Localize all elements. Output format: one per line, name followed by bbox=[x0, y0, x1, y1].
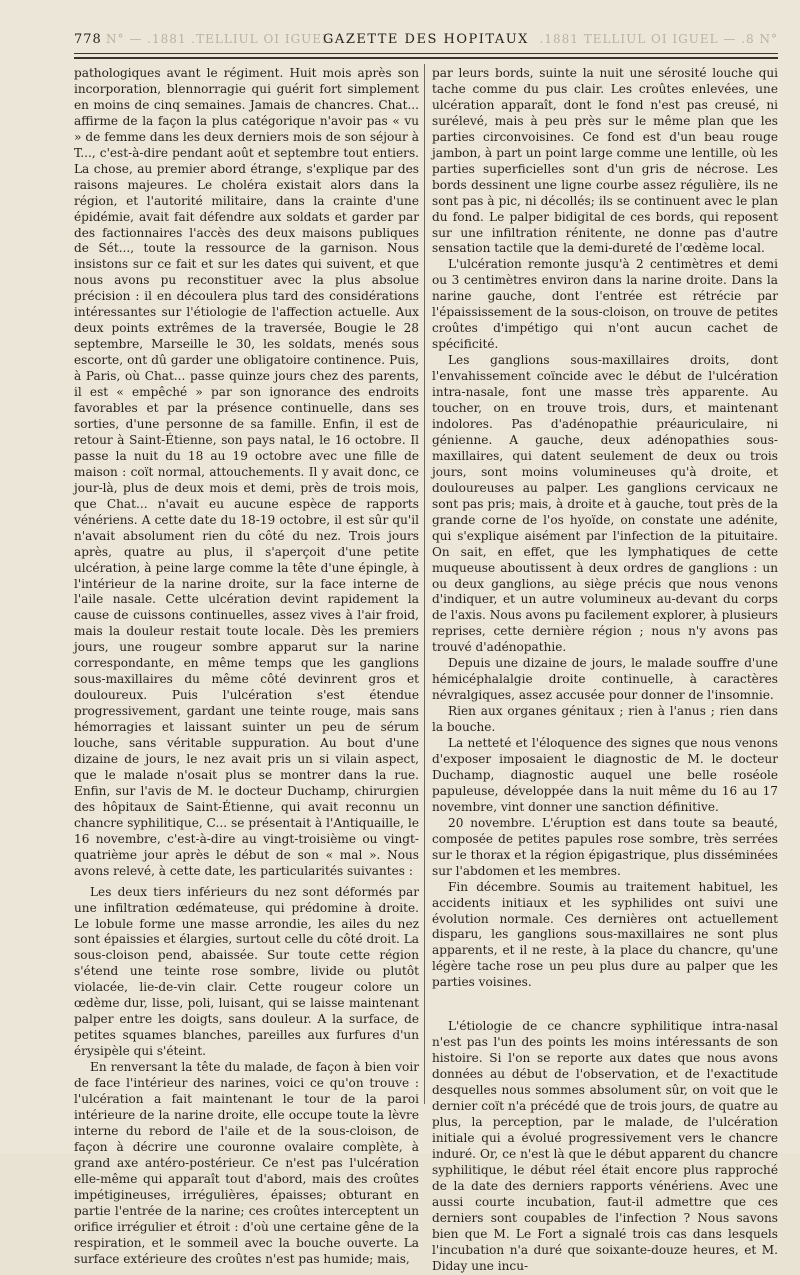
paragraph: Depuis une dizaine de jours, le malade souffre d'une hémicéphalalgie droite continuelle, à caractères névralgiques, assez accusée pour donner de l'insomnie. bbox=[432, 656, 778, 703]
column-divider bbox=[424, 64, 425, 1104]
page-header bbox=[74, 30, 778, 50]
paragraph: pathologiques avant le régiment. Huit mois après son incorporation, blennorragie qui guérit fort simplement en moins de cinq semaines. Jamais de chancres. Chat... affirme de la façon la plus catégorique n'avoir pas « vu » de femme dans les deux derniers mois de son séjour à T..., c'est-à-dire pendant août et septembre tout entiers. La chose, au premier abord étrange, s'explique par des raisons majeures. Le choléra existait alors dans la région, et l'autorité militaire, dans la crainte d'une épidémie, avait fait défendre aux soldats et garder par des factionnaires l'accès des deux maisons publiques de Sét..., toute la ressource de la garnison. Nous insistons sur ce fait et sur les dates qui suivent, et que nous avons pu reconstituer avec la plus absolue précision : il en découlera plus tard des considérations intéressantes sur l'étiologie de l'affection actuelle. Aux deux points extrêmes de la traversée, Bougie le 28 septembre, Marseille le 30, les soldats, menés sous escorte, ont dû garder une obligatoire continence. Puis, à Paris, où Chat... passe quinze jours chez des parents, il est « empêché » par son ignorance des endroits favorables et par la présence continuelle, dans ses sorties, d'une personne de sa famille. Enfin, il est de retour à Saint-Étienne, son pays natal, le 16 octobre. Il passe la nuit du 18 au 19 octobre avec une fille de maison : coït normal, attouchements. Il y avait donc, ce jour-là, plus de deux mois et demi, près de trois mois, que Chat... n'avait eu aucune espèce de rapports vénériens. A cette date du 18-19 octobre, il est sûr qu'il n'avait absolument rien du côté du nez. Trois jours après, quatre au plus, il s'aperçoit d'une petite ulcération, à peine large comme la tête d'une épingle, à l'intérieur de la narine droite, sur la face interne de l'aile nasale. Cette ulcération devint rapidement la cause de cuissons continuelles, assez vives à l'air froid, mais la douleur restait toute locale. Dès les premiers jours, une rougeur sombre apparut sur la narine correspondante, en même temps que les ganglions sous-maxillaires du même côté devinrent gros et douloureux. Puis l'ulcération s'est étendue progressivement, gardant une teinte rouge, mais sans hémorragies et laissant suinter un peu de sérum louche, sans véritable suppuration. Au bout d'une dizaine de jours, le nez avait pris un si vilain aspect, que le malade n'osait plus se montrer dans la rue. Enfin, sur l'avis de M. le docteur Duchamp, chirurgien des hôpitaux de Saint-Étienne, qui avait reconnu un chancre syphilitique, C... se présentait à l'Antiquaille, le 16 novembre, c'est-à-dire au vingt-troisième ou vingt-quatrième jour après le début de son « mal ». Nous avons relevé, à cette date, les particularités suivantes : bbox=[74, 66, 419, 878]
paragraph: Fin décembre. Soumis au traitement habituel, les accidents initiaux et les syphilides ont suivi une évolution normale. Ces dernières ont actuellement disparu, les ganglions sous-maxillaires ne sont plus apparents, et il ne reste, à la place du chancre, qu'une légère tache rose un peu plus dure au palper que les parties voisines. bbox=[432, 879, 778, 990]
right-column bbox=[432, 66, 778, 1275]
page-number: 778 bbox=[74, 32, 102, 47]
paragraph: 20 novembre. L'éruption est dans toute sa beauté, composée de petites papules rose sombre, très serrées sur le thorax et la région épigastrique, plus disséminées sur l'abdomen et les membres. bbox=[432, 815, 778, 878]
bleed-through-text-right: .1881 TELLIUL OI IGUEL — .8 N° bbox=[539, 32, 778, 46]
paragraph: Les ganglions sous-maxillaires droits, dont l'envahissement coïncide avec le début de l'ulcération intra-nasale, font une masse très apparente. Au toucher, on en trouve trois, durs, et maintenant indolores. Pas d'adénopathie préauriculaire, ni génienne. A gauche, deux adénopathies sous-maxillaires, qui datent seulement de deux ou trois jours, sont moins volumineuses qu'à droite, et douloureuses au palper. Les ganglions cervicaux ne sont pas pris; mais, à droite et à gauche, tout près de la grande corne de l'os hyoïde, on constate une adénite, qui s'explique aisément par l'infection de la pituitaire. On sait, en effet, que les lymphatiques de cette muqueuse aboutissent à deux ordres de ganglions : un ou deux ganglions, au siège précis que nous venons d'indiquer, et un autre volumineux au-devant du corps de l'axis. Nous avons pu facilement explorer, à plusieurs reprises, cette dernière région ; nous n'y avons pas trouvé d'adénopathie. bbox=[432, 353, 778, 655]
paragraph: L'ulcération remonte jusqu'à 2 centimètres et demi ou 3 centimètres environ dans la narine droite. Dans la narine gauche, dont l'entrée est rétrécie par l'épaississement de la sous-cloison, on trouve de petites croûtes d'impétigo qui n'ont aucun cachet de spécificité. bbox=[432, 257, 778, 352]
paragraph: Rien aux organes génitaux ; rien à l'anus ; rien dans la bouche. bbox=[432, 704, 778, 735]
paragraph: par leurs bords, suinte la nuit une sérosité louche qui tache comme du pus clair. Les croûtes enlevées, une ulcération apparaît, dont le fond n'est pas creusé, ni surélevé, mais à peu près sur le même plan que les parties circonvoisines. Ce fond est d'un beau rouge jambon, à part un point large comme une lentille, où les parties superficielles sont d'un gris de nécrose. Les bords dessinent une ligne courbe assez régulière, ils ne sont pas à pic, ni décollés; ils se continuent avec le plan du fond. Le palper bidigital de ces bords, qui reposent sur une infiltration rénitente, ne donne pas d'autre sensation tactile que la demi-dureté de l'œdème local. bbox=[432, 66, 778, 256]
paragraph: En renversant la tête du malade, de façon à bien voir de face l'intérieur des narines, voici ce qu'on trouve : l'ulcération a fait maintenant le tour de la paroi intérieure de la narine droite, elle occupe toute la lèvre interne du rebord de l'aile et de la sous-cloison, de façon à décrire une couronne ovalaire complète, à grand axe antéro-postérieur. Ce n'est pas l'ulcération elle-même qui apparaît tout d'abord, mais des croûtes impétigineuses, irrégulières, épaisses; obturant en partie l'entrée de la narine; ces croûtes interceptent un orifice irrégulier et étroit : d'où une certaine gêne de la respiration, et le sommeil avec la bouche ouverte. La surface extérieure des croûtes n'est pas humide; mais, bbox=[74, 1060, 419, 1266]
bleed-through-text-left: N° — .1881 .TELLIUL OI IGUEL bbox=[106, 32, 332, 46]
newspaper-title: GAZETTE DES HOPITAUX bbox=[323, 32, 529, 47]
left-column bbox=[74, 66, 419, 1267]
header-rule-thick bbox=[74, 57, 778, 59]
paragraph: Les deux tiers inférieurs du nez sont déformés par une infiltration œdémateuse, qui prédomine à droite. Le lobule forme une masse arrondie, les ailes du nez sont épaissies et élargies, surtout celle du côté droit. La sous-cloison pend, abaissée. Sur toute cette région s'étend une teinte rose sombre, livide ou plutôt violacée, lie-de-vin clair. Cette rougeur colore un œdème dur, lisse, poli, luisant, qui se laisse maintenant palper entre les doigts, sans douleur. A la surface, de petites squames blanches, pareilles aux furfures d'un érysipèle qui s'éteint. bbox=[74, 884, 419, 1059]
header-rule-thin bbox=[74, 53, 778, 54]
paragraph: L'étiologie de ce chancre syphilitique intra-nasal n'est pas l'un des points les moins intéressants de son histoire. Si l'on se reporte aux dates que nous avons données au début de l'observation, et de l'exactitude desquelles nous sommes absolument sûr, on voit que le dernier coït n'a précédé que de trois jours, de quatre au plus, la perception, par le malade, de l'ulcération initiale qui a évolué progressivement vers le chancre induré. Or, ce n'est là que le début apparent du chancre syphilitique, le début réel était encore plus rapproché de la date des derniers rapports vénériens. Avec une aussi courte incubation, faut-il admettre que ces derniers sont coupables de l'infection ? Nous savons bien que M. Le Fort a signalé trois cas dans lesquels l'incubation n'a duré que soixante-douze heures, et M. Diday une incu- bbox=[432, 1019, 778, 1273]
paragraph: La netteté et l'éloquence des signes que nous venons d'exposer imposaient le diagnostic de M. le docteur Duchamp, diagnostic auquel une belle roséole papuleuse, développée dans la nuit même du 16 au 17 novembre, vint donner une sanction définitive. bbox=[432, 736, 778, 814]
